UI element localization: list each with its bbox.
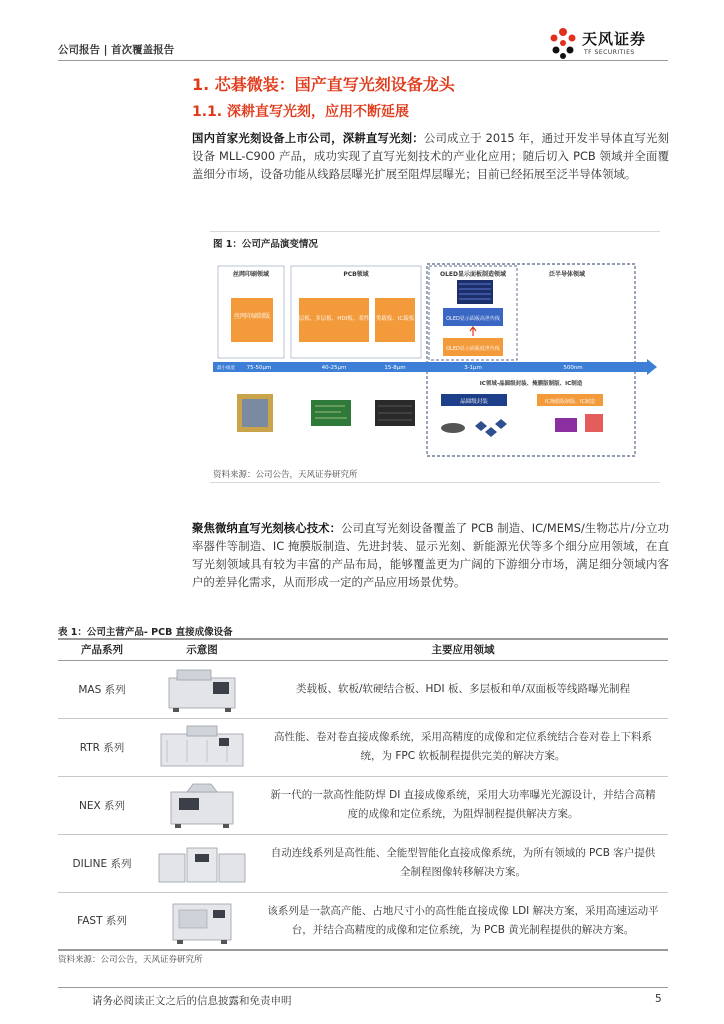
- wafer-icon: [441, 419, 507, 437]
- series-name: MAS 系列: [58, 660, 146, 718]
- axis-arrow-icon: [647, 359, 657, 375]
- application-desc: 自动连线系列是高性能、全能型智能化直接成像系统，为所有领域的 PCB 客户提供全制程图像转移解决方案。: [258, 834, 668, 892]
- range-4: 500nm: [563, 365, 583, 371]
- box-label-2: 类载板、IC载板: [375, 316, 415, 322]
- logo-mark-icon: [546, 26, 580, 60]
- domain-label-2: OLED显示面板制造领域: [439, 271, 507, 278]
- up-arrow-icon: [470, 327, 476, 336]
- page-number: 5: [655, 993, 662, 1005]
- screen-printing-photo: [237, 394, 273, 432]
- section-heading-2: 1.1. 深耕直写光刻，应用不断延展: [192, 104, 409, 120]
- axis-label: 最小线宽: [217, 366, 235, 371]
- series-name: FAST 系列: [58, 892, 146, 950]
- range-2: 15-8μm: [384, 365, 406, 371]
- application-desc: 类载板、软板/软硬结合板、HDI 板、多层板和单/双面板等线路曝光制程: [258, 660, 668, 718]
- application-desc: 新一代的一款高性能防焊 DI 直接成像系统，采用大功率曝光光源设计，并结合高精度的成像和定位系统，为阻焊制程提供解决方案。: [258, 776, 668, 834]
- section-heading-1: 1. 芯碁微装：国产直写光刻设备龙头: [192, 75, 455, 94]
- header-application: 主要应用领域: [258, 640, 668, 660]
- report-tag: 公司报告 | 首次覆盖报告: [58, 44, 175, 56]
- fast-machine-image: [157, 896, 247, 946]
- mas-machine-image: [157, 664, 247, 714]
- application-desc: 该系列是一款高产能、占地尺寸小的高性能直接成像 LDI 解决方案，采用高速运动平台，并结合高精度的成像和定位系统，为 PCB 黄光制程提供的解决方案。: [258, 892, 668, 950]
- table-row: [58, 834, 668, 892]
- ic-domain-label: IC领域-晶圆级封装、掩膜版制版、IC制造: [479, 381, 583, 387]
- core-tech-body: 公司直写光刻设备覆盖了 PCB 制造、IC/MEMS/生物芯片/分立功率器件等制造、IC 掩膜版制造、先进封装、显示光刻、新能源光伏等多个细分应用领域，在直写光刻领域具有较为丰富的产品布局，能够覆盖更为广阔的下游细分市场，满足细分领域内客户的差异化需求，从而形成一定的产品应用场景优势。: [192, 521, 669, 589]
- ic-chip-icon: [555, 414, 603, 432]
- range-1: 40-25μm: [321, 365, 347, 371]
- logo-text-en: TF SECURITIES: [584, 49, 635, 56]
- ic-box-1: IC掩膜版制版、IC制造: [545, 399, 595, 405]
- rtr-machine-image: [157, 722, 247, 772]
- table-row: [58, 718, 668, 776]
- table-row: [58, 892, 668, 950]
- header-image: 示意图: [146, 640, 258, 660]
- page-header: [58, 30, 668, 64]
- diline-machine-image: [157, 838, 247, 888]
- table-row: [58, 776, 668, 834]
- footer-disclaimer: 请务必阅读正文之后的信息披露和免责申明: [92, 995, 292, 1007]
- footer-rule: [58, 987, 668, 988]
- figure-title: 图 1：公司产品演变情况: [213, 239, 318, 250]
- logo-text-cn: 天风证券: [582, 30, 647, 48]
- range-0: 75-50μm: [246, 365, 272, 371]
- company-logo: [538, 24, 668, 62]
- domain-label-1: PCB领域: [343, 271, 369, 278]
- ic-box-0: 晶圆级封装: [460, 399, 488, 405]
- table-title: 表 1：公司主营产品- PCB 直接成像设备: [58, 627, 233, 638]
- series-name: RTR 系列: [58, 718, 146, 776]
- figure-top-rule: [210, 231, 660, 232]
- intro-body: 公司成立于 2015 年，通过开发半导体直写光刻设备 MLL-C900 产品，成功实现了直写光刻技术的产业化应用；随后切入 PCB 领域并全面覆盖细分市场，设备功能从线路层曝光扩展至阻焊层曝光；目前已经拓展至泛半导体领域。: [192, 131, 669, 181]
- series-name: DILINE 系列: [58, 834, 146, 892]
- table-header-row: [58, 640, 668, 660]
- core-tech-lead: 聚焦微纳直写光刻核心技术：: [192, 521, 342, 535]
- header-series: 产品系列: [58, 640, 146, 660]
- domain-label-3: 泛半导体领域: [548, 271, 586, 278]
- intro-paragraph: [192, 129, 669, 183]
- oled-panel-icon: [457, 280, 493, 304]
- application-desc: 高性能、卷对卷直接成像系统，采用高精度的成像和定位系统结合卷对卷上下料系统，为 FPC 软板制程提供完美的解决方案。: [258, 718, 668, 776]
- box-label-1: 单层板、多层板、HDI板、柔性板: [293, 316, 375, 322]
- box-label-0: 丝网印刷制版: [233, 313, 271, 320]
- substrate-photo: [375, 400, 415, 426]
- intro-lead: 国内首家光刻设备上市公司，深耕直写光刻：: [192, 131, 424, 145]
- domain-label-0: 丝网印刷领域: [232, 271, 270, 278]
- product-table: [58, 640, 668, 951]
- series-name: NEX 系列: [58, 776, 146, 834]
- core-tech-paragraph: [192, 519, 669, 591]
- box-label-4: OLED显示面板低世代线: [446, 346, 500, 352]
- table-source: 资料来源：公司公告，天风证券研究所: [58, 955, 203, 965]
- figure-bottom-rule: [210, 482, 660, 483]
- figure-source: 资料来源：公司公告，天风证券研究所: [213, 470, 358, 480]
- box-screen-printing: [231, 298, 273, 342]
- range-3: 3-1μm: [464, 365, 482, 371]
- box-label-3: OLED显示面板高世代线: [446, 316, 500, 322]
- table-row: [58, 660, 668, 718]
- pcb-board-photo: [311, 400, 351, 426]
- nex-machine-image: [157, 780, 247, 830]
- product-evolution-figure: [213, 258, 657, 458]
